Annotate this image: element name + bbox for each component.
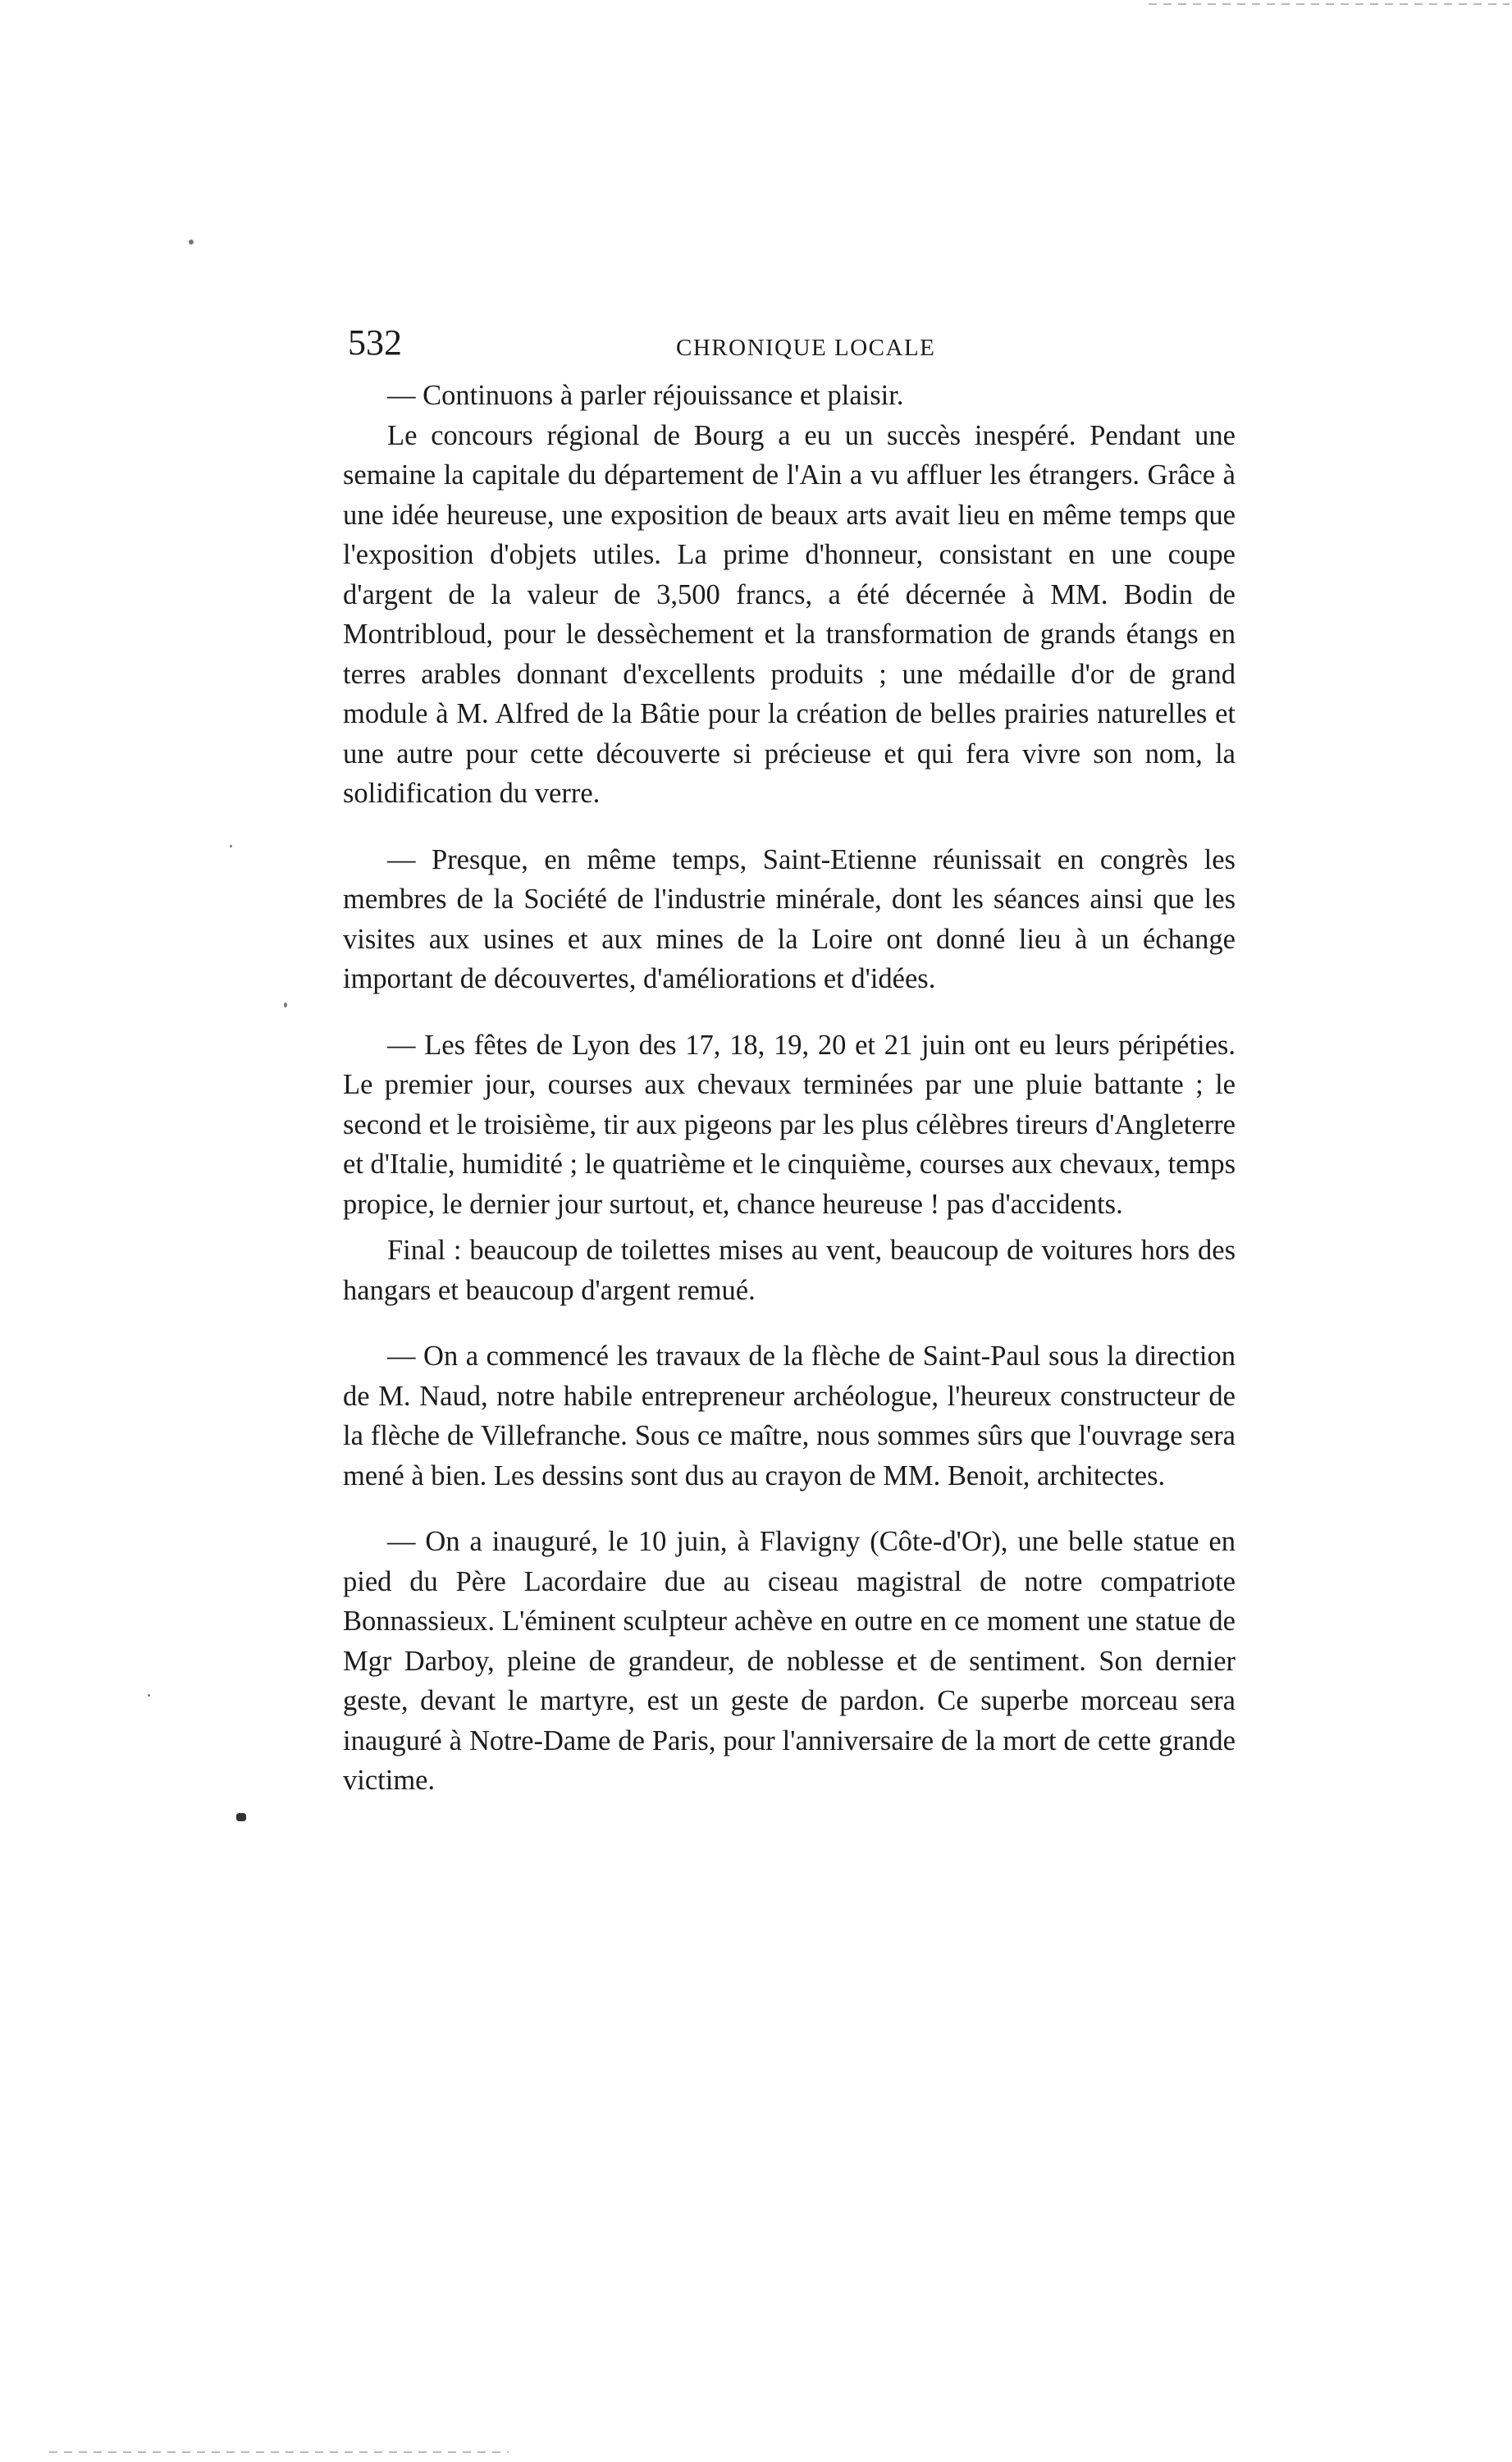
paragraph: — Continuons à parler réjouissance et plaisir. bbox=[387, 380, 904, 411]
speck bbox=[189, 240, 194, 244]
speck bbox=[148, 1694, 150, 1697]
page-number: 532 bbox=[348, 322, 402, 363]
paragraph: Final : beaucoup de toilettes mises au vent, beaucoup de voitures hors des hangars et beaucoup d'argent remué. bbox=[343, 1235, 1236, 1306]
article-body bbox=[343, 376, 1236, 1801]
speck bbox=[236, 1813, 246, 1821]
speck bbox=[284, 1003, 287, 1007]
paragraph: — On a inauguré, le 10 juin, à Flavigny (Côte-d'Or), une belle statue en pied du Père Lacordaire due au ciseau magistral de notre compatriote Bonnassieux. L'éminent sculpteur achève en outre en ce moment une statue de Mgr Darboy, pleine de grandeur, de noblesse et de sentiment. Son dernier geste, devant le martyre, est un geste de pardon. Ce superbe morceau sera inauguré à Notre-Dame de Paris, pour l'anniversaire de la mort de cette grande victime. bbox=[343, 1526, 1236, 1796]
speck bbox=[230, 845, 232, 847]
paragraph: — Les fêtes de Lyon des 17, 18, 19, 20 et 21 juin ont eu leurs péripéties. Le premier jour, courses aux chevaux terminées par une pluie battante ; le second et le troisième, tir aux pigeons par les plus célèbres tireurs d'Angleterre et d'Italie, humidité ; le quatrième et le cinquième, courses aux chevaux, temps propice, le dernier jour surtout, et, chance heureuse ! pas d'accidents. bbox=[343, 1029, 1236, 1220]
scan-artifact-top bbox=[1149, 3, 1510, 5]
page-header bbox=[348, 322, 1234, 371]
running-head: CHRONIQUE LOCALE bbox=[676, 335, 936, 361]
paragraph: — Presque, en même temps, Saint-Etienne réunissait en congrès les membres de la Société de l'industrie minérale, dont les séances ainsi que les visites aux usines et aux mines de la Loire ont donné lieu à un échange important de découvertes, d'améliorations et d'idées. bbox=[343, 843, 1236, 994]
paragraph: — On a commencé les travaux de la flèche de Saint-Paul sous la direction de M. Naud, notre habile entrepreneur archéologue, l'heureux constructeur de la flèche de Villefranche. Sous ce maître, nous sommes sûrs que l'ouvrage sera mené à bien. Les dessins sont dus au crayon de MM. Benoit, architectes. bbox=[343, 1341, 1236, 1491]
scan-artifact-bottom bbox=[49, 2451, 509, 2453]
paragraph: Le concours régional de Bourg a eu un succès inespéré. Pendant une semaine la capitale du département de l'Ain a vu affluer les étrangers. Grâce à une idée heureuse, une exposition de beaux arts avait lieu en même temps que l'exposition d'objets utiles. La prime d'honneur, consistant en une coupe d'argent de la valeur de 3,500 francs, a été décernée à MM. Bodin de Montribloud, pour le dessèchement et la transformation de grands étangs en terres arables donnant d'excellents produits ; une médaille d'or de grand module à M. Alfred de la Bâtie pour la création de belles prairies naturelles et une autre pour cette découverte si précieuse et qui fera vivre son nom, la solidification du verre. bbox=[343, 419, 1236, 809]
